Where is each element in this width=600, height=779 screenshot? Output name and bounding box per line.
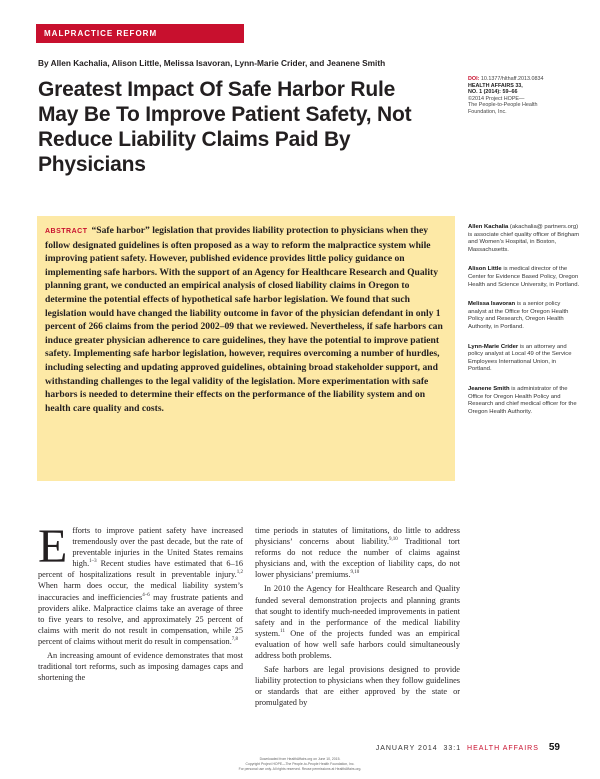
copyright-notice: Copyright Project HOPE—The People-to-People Health Foundation, Inc. [245,762,355,766]
copyright-line-3: Foundation, Inc. [468,108,507,115]
abstract-text: “Safe harbor” legislation that provides liability protection to physicians when they follow designated guidelines is often proposed as a way to reform the malpractice system while improving patient safety. However, published evidence provides little policy guidance on implementing safe harbors. With the support of an Agency for Healthcare Research and Quality planning grant, we conducted an empirical analysis of closed liability claims in Oregon to determine the potential effects of hypothetical safe harbor legislation. We found that such legislation would have changed the liability outcome in favor of the physician defendant in only 1 percent of 266 claims from the period 2002–09 that we reviewed. Nevertheless, if safe harbors can induce greater physician adherence to care guidelines, they have the potential to improve patient safety. Implementing safe harbor legislation, however, requires overcoming a number of hurdles, including selecting and updating approved guidelines, obtaining broad stakeholder support, and withstanding challenges to the legal validity of the legislation. More experimentation with safe harbors is needed to determine their effects on the performance of the liability system and on health care quality and costs. [45,225,443,414]
journal-name: HEALTH AFFAIRS [467,745,539,752]
body-text: When harm does occur, the medical liability system’s inaccuracies and inefficiencies [38,581,243,602]
body-paragraph [255,583,460,661]
section-banner: MALPRACTICE REFORM [36,24,244,43]
citation-ref: 9,10 [388,537,398,543]
page-footer [376,742,560,753]
usage-notice: For personal use only. All rights reserved. Reuse permissions at HealthAffairs.org. [238,767,362,771]
citation-line-1: HEALTH AFFAIRS 33, [468,82,523,89]
doi-value: 10.1377/hlthaff.2013.0834 [480,76,544,82]
doi-label: DOI: [468,76,480,82]
article-title: Greatest Impact Of Safe Harbor Rule May Be To Improve Patient Safety, Not Reduce Liability Claims Paid By Physicians [38,78,412,176]
bio-text: (akachalia@ partners.org) is associate chief quality officer of Brigham and Women’s Hospital, in Boston, Massachusetts. [468,224,580,253]
body-text: fforts to improve patient safety have increased tremendously over the past decade, but the rate of preventable injuries in the United States remains high. [72,526,243,569]
bio-name: Jeanene Smith [468,385,510,392]
issue-number: 33:1 [443,745,462,752]
bio-name: Lynn-Marie Crider [468,343,519,350]
issue-date: JANUARY 2014 [375,745,438,752]
drop-cap: E [38,520,68,573]
bio-text: is administrator of the Office for Oregon Health Policy and Research and chief medical officer for the Oregon Health Authority. [468,385,577,415]
author-bio [468,301,580,331]
copyright-line-1: ©2014 Project HOPE— [468,95,525,102]
abstract-box [37,216,455,481]
bio-text: is a senior policy analyst at the Office for Oregon Health Policy and Research, Oregon Health Authority, in Portland. [468,301,569,330]
body-text: time periods in statutes of limitations, do little to address physicians’ concerns about liability. [255,526,460,547]
abstract-label: ABSTRACT [45,228,88,235]
citation-ref: 11 [280,629,285,635]
bio-name: Melissa Isavoran [468,301,516,308]
citation-ref: 1,2 [236,570,243,576]
citation-ref: 7,8 [231,637,239,643]
citation-ref: 1–3 [89,559,97,565]
body-column-1 [38,520,243,683]
body-paragraph [38,520,243,647]
bio-name: Allen Kachalia [468,224,509,230]
doi-line[interactable] [468,76,578,83]
author-bios [468,224,580,428]
body-column-2 [255,525,460,709]
body-paragraph: Safe harbors are legal provisions designed to provide liability protection to physicians when they follow guidelines or standards that are either approved by the state or promulgated by [255,665,460,708]
author-bio [468,266,580,289]
body-text: One of the projects funded was an empirical evaluation of how well safe harbors could simultaneously address both problems. [255,628,460,661]
author-bio [468,224,580,254]
copyright-line-2: The People-to-People Health [468,102,538,109]
body-paragraph [255,525,460,580]
bio-text: is an attorney and policy analyst at Local 49 of the Service Employees International Union, in Portland. [468,343,572,373]
body-paragraph: An increasing amount of evidence demonstrates that most traditional tort reforms, such as imposing damages caps and shortening the [38,651,243,683]
citation-line-2: NO. 1 (2014): 59–66 [468,89,518,96]
citation-ref: 4–6 [142,592,150,598]
body-text: may frustrate patients and providers alike. Malpractice claims take an average of three to five years to resolve, and approximately 25 percent of claims with merit do not result in compensation, while 25 percent of claims without merit do result in compensation. [38,592,243,646]
author-list: By Allen Kachalia, Alison Little, Melissa Isavoran, Lynn-Marie Crider, and Jeanene Smith [38,58,386,68]
author-bio [468,386,580,416]
citation-ref: 9,10 [350,570,360,576]
body-text: Recent studies have estimated that 6–16 percent of hospitalizations result in preventable injury. [38,559,243,580]
download-notice: Downloaded from HealthAffairs.org on June 10, 2015. [259,757,341,761]
body-text: Traditional tort reforms do not reduce the number of claims against physicians and, with the exception of liability caps, do not lower physicians’ premiums. [255,537,460,580]
bio-text: is medical director of the Center for Evidence Based Policy, Oregon Health and Science University, in Portland. [468,266,580,288]
body-text: In 2010 the Agency for Healthcare Research and Quality funded several demonstration projects and planning grants that sought to identify much-needed improvements in patient safety and in the performance of the medical liability system. [255,584,460,638]
article-metadata [468,76,578,116]
author-bio [468,344,580,374]
page-number: 59 [548,742,560,753]
bio-name: Alison Little [468,266,502,273]
